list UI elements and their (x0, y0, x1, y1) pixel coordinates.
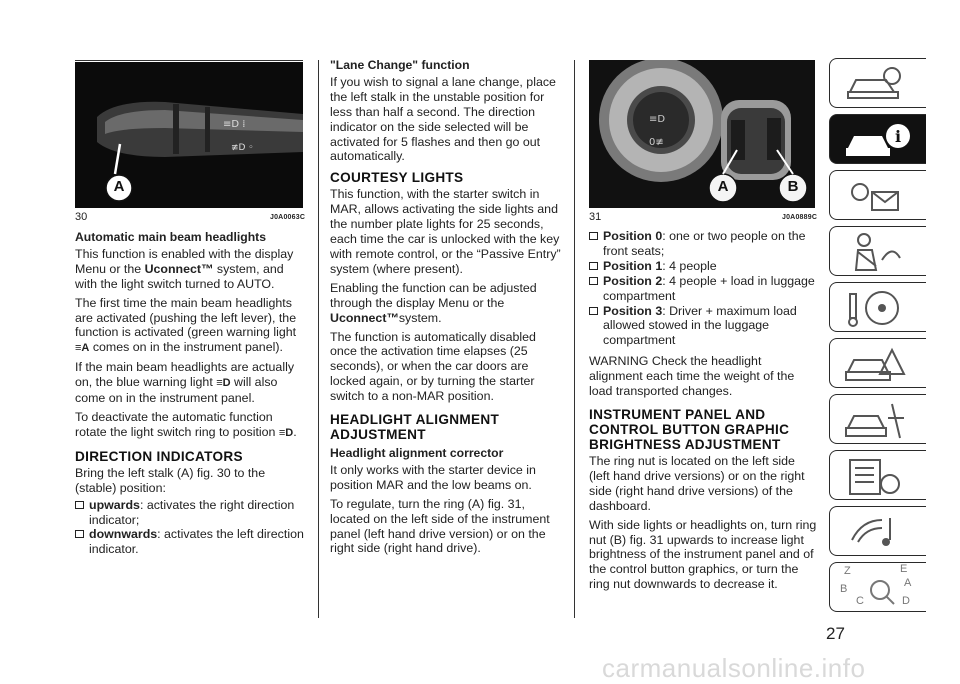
chapter-tab-technical-data[interactable] (829, 450, 926, 500)
column-2 (330, 58, 562, 560)
courtesy-p2: Enabling the function can be adjusted through the display Menu or the Uconnect™system. (330, 280, 537, 325)
seat-belt-icon (842, 230, 912, 274)
svg-text:0≢: 0≢ (649, 137, 664, 148)
corrector-title: Headlight alignment corrector (330, 446, 504, 461)
warning-lights-icon (842, 174, 912, 218)
column-3 (589, 229, 817, 596)
svg-text:i: i (895, 127, 902, 146)
bullet-upwards: upwards: activates the right direction indicator; (75, 498, 307, 528)
maintenance-icon (842, 398, 912, 442)
chapter-tab-index[interactable] (829, 562, 926, 612)
warning-text: WARNING Check the headlight alignment each time the weight of the load transported changes. (589, 354, 795, 399)
column-divider-2 (574, 60, 575, 618)
auto-high-beam-icon: ≡A (75, 342, 90, 355)
svg-text:≢D ◦: ≢D ◦ (231, 143, 254, 153)
bullet-square-icon (589, 232, 598, 240)
auto-main-beam-p2: The first time the main beam headlights are activated (pushing the left lever), the function is activated (green warning light ≡A comes on in the instrument panel). (75, 295, 297, 355)
bullet-square-icon (75, 530, 84, 538)
auto-main-beam-title: Automatic main beam headlights (75, 230, 266, 244)
steering-wheel-icon (842, 286, 912, 330)
bullet-square-icon (589, 262, 598, 270)
instrument-panel-p2: With side lights or headlights on, turn ring nut (B) fig. 31 upwards to increase light brightness of the instrument panel and of the control button graphics, or turn the ring nut downwards to decrease it. (589, 517, 817, 592)
top-rule-left (75, 60, 303, 61)
figure-30-code: J0A0063C (270, 214, 306, 221)
instrument-panel-p1: The ring nut is located on the left side (left hand drive versions) or on the right side (right hand drive versions) of the dashboard. (589, 453, 805, 513)
bullet-square-icon (75, 501, 84, 509)
chapter-tab-servicing[interactable] (829, 394, 926, 444)
column-1 (75, 230, 307, 557)
high-beam-icon: ≡D (216, 377, 231, 390)
index-letter-z: Z (844, 565, 851, 577)
bullet-square-icon (589, 307, 598, 315)
index-letter-d: D (902, 595, 910, 607)
chapter-tab-warning-lights[interactable] (829, 170, 926, 220)
low-beam-icon: ≡D (278, 426, 294, 439)
corrector-p1: It only works with the starter device in position MAR and the low beams on. (330, 462, 536, 492)
svg-text:≡D ⁞: ≡D ⁞ (223, 119, 246, 130)
auto-main-beam-p4: To deactivate the automatic function rotate the light switch ring to position ≡D. (75, 409, 297, 439)
direction-indicators-heading: DIRECTION INDICATORS (75, 448, 243, 464)
index-letter-c: C (856, 595, 864, 607)
car-info-icon (842, 118, 912, 162)
headlight-alignment-heading: HEADLIGHT ALIGNMENT ADJUSTMENT (330, 412, 500, 443)
courtesy-p3: The function is automatically disabled once the activation time elapses (25 seconds), or when the car doors are locked again, or by turning the starter switch to a non-MAR position. (330, 329, 536, 404)
bullet-position-1: Position 1: 4 people (589, 259, 817, 274)
figure-30-callout-a: A (113, 178, 125, 195)
auto-main-beam-p1: This function is enabled with the display Menu or the Uconnect™ system, and with the light switch turned to AUTO. (75, 246, 294, 291)
figure-30-stalk-photo (75, 62, 303, 208)
figure-31-callout-a: A (717, 178, 729, 195)
figure-31-light-switch-photo (589, 60, 815, 208)
svg-text:≡D: ≡D (649, 114, 666, 125)
bullet-position-0: Position 0: one or two people on the front seats; (589, 229, 817, 259)
chapter-tab-getting-to-know[interactable] (829, 114, 926, 164)
courtesy-p1: This function, with the starter switch in MAR, allows activating the side lights and the number plate lights for 25 seconds, each time the car is unlocked with the key with remote control, or the “Passive Entry” system (where present). (330, 187, 561, 276)
index-letter-b: B (840, 583, 848, 595)
chapter-tab-starting-driving[interactable] (829, 282, 926, 332)
index-letter-a: A (904, 577, 912, 589)
corrector-p2: To regulate, turn the ring (A) fig. 31, located on the left side of the instrument panel (left hand drive version) or on the right side (right hand drive). (330, 496, 550, 556)
chapter-tab-dashboard[interactable] (829, 58, 926, 108)
dashboard-car-icon (842, 62, 912, 106)
multimedia-icon (842, 510, 912, 554)
chapter-tab-emergency[interactable] (829, 338, 926, 388)
index-letter-e: E (900, 563, 908, 575)
breakdown-icon (842, 342, 912, 386)
bullet-position-3: Position 3: Driver + maximum load allowed stowed in the luggage compartment (589, 304, 817, 349)
figure-30-number: 30 (75, 211, 88, 223)
column-divider-1 (318, 60, 319, 618)
chapter-tab-multimedia[interactable] (829, 506, 926, 556)
auto-main-beam-p3: If the main beam headlights are actually on, the blue warning light ≡D will also come on in the instrument panel. (75, 360, 295, 406)
bullet-square-icon (589, 277, 598, 285)
courtesy-lights-heading: COURTESY LIGHTS (330, 170, 464, 186)
page-number: 27 (826, 624, 845, 643)
bullet-position-2: Position 2: 4 people + load in luggage compartment (589, 274, 817, 304)
instrument-panel-heading: INSTRUMENT PANEL AND CONTROL BUTTON GRAPHIC BRIGHTNESS ADJUSTMENT (589, 406, 790, 452)
chapter-tab-safety[interactable] (829, 226, 926, 276)
lane-change-text: If you wish to signal a lane change, place the left stalk in the unstable position for less than half a second. The direction indicator on the side selected will be activated for 5 flashes and then go out automatically. (330, 74, 556, 164)
figure-31-number: 31 (589, 211, 602, 223)
direction-indicators-intro: Bring the left stalk (A) fig. 30 to the (stable) position: (75, 465, 266, 495)
bullet-downwards: downwards: activates the left direction indicator. (75, 527, 307, 557)
figure-31-code: J0A0889C (782, 214, 818, 221)
watermark: carmanualsonline.info (602, 653, 866, 683)
lane-change-title: "Lane Change" function (330, 58, 470, 72)
technical-data-icon (842, 454, 912, 498)
figure-31-callout-b: B (787, 178, 799, 195)
